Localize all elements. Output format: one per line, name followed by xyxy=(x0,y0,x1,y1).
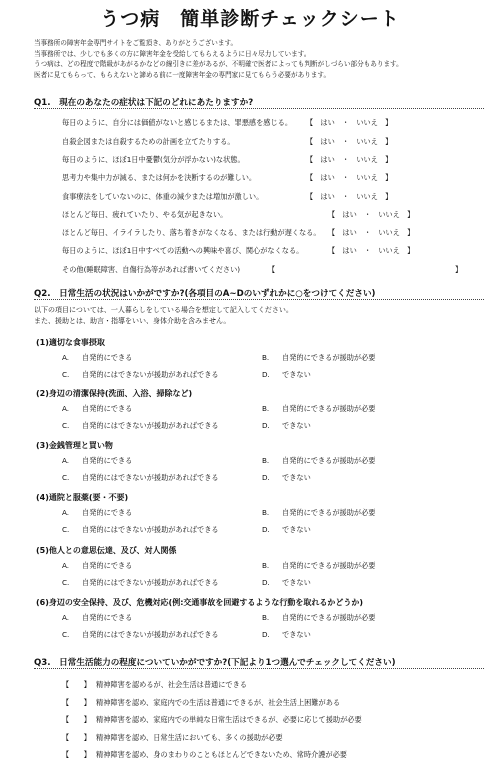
option-letter: C. xyxy=(62,473,70,482)
q3-option-label: 精神障害を認め、家庭内での単純な日常生活はできるが、必要に応じて援助が必要 xyxy=(96,715,362,724)
q2-option-c[interactable] xyxy=(62,421,219,431)
q3-checkbox[interactable]: 【 】 xyxy=(62,732,91,742)
option-letter: A. xyxy=(62,561,70,570)
q3-option[interactable] xyxy=(62,680,247,690)
option-label: 自発的にできるが援助が必要 xyxy=(282,613,376,622)
q3-checkbox[interactable]: 【 】 xyxy=(62,715,91,724)
q3-option[interactable] xyxy=(62,715,362,725)
option-label: 自発的にできる xyxy=(82,613,133,622)
option-label: 自発的にできるが援助が必要 xyxy=(282,404,376,413)
option-label: 自発的にできる xyxy=(82,353,133,362)
option-label: できない xyxy=(282,525,311,534)
option-letter: D. xyxy=(262,370,270,379)
q2-option-d[interactable] xyxy=(262,370,311,380)
q1-yes-no-choice[interactable]: 【 はい ・ いいえ 】 xyxy=(328,246,415,255)
q2-option-d[interactable] xyxy=(262,578,311,588)
option-label: 自発的にはできないが援助があればできる xyxy=(82,578,219,587)
q3-heading: Q3. 日常生活能力の程度についていかがですか?(下記より1つ選んでチェックしてください) xyxy=(34,658,396,668)
intro-line: 医者に見てもらって、もらえないと諦める前に一度障害年金の専門家に見てもらう必要があります。 xyxy=(34,70,331,79)
option-letter: C. xyxy=(62,370,70,379)
q3-option[interactable] xyxy=(62,698,340,708)
option-letter: C. xyxy=(62,525,70,534)
q2-option-d[interactable] xyxy=(262,630,311,640)
option-label: 自発的にはできないが援助があればできる xyxy=(82,525,219,534)
option-label: 自発的にできる xyxy=(82,404,133,413)
option-letter: A. xyxy=(62,613,70,622)
q2-option-a[interactable] xyxy=(62,456,132,466)
q2-option-d[interactable] xyxy=(262,473,311,483)
q3-checkbox[interactable]: 【 】 xyxy=(62,697,91,707)
q2-option-b[interactable] xyxy=(262,508,375,518)
q1-item-text: 毎日のように、ほぼ1日中憂鬱(気分が浮かない)な状態。 xyxy=(62,155,245,164)
q2-option-c[interactable] xyxy=(62,370,219,380)
q1-item-text: 毎日のように、ほぼ1日中すべての活動への興味や喜び、関心がなくなる。 xyxy=(62,246,304,255)
option-label: できない xyxy=(282,578,311,587)
option-letter: B. xyxy=(262,456,270,465)
q2-heading: Q2. 日常生活の状況はいかがですか?(各項目のA~Dのいずれかに○をつけてください) xyxy=(34,289,376,299)
option-letter: B. xyxy=(262,613,270,622)
q1-other-input[interactable] xyxy=(277,265,453,275)
q2-option-a[interactable] xyxy=(62,613,132,623)
intro-line: 当事務所の障害年金専門サイトをご覧頂き、ありがとうございます。 xyxy=(34,39,238,47)
q2-section-title: (3)金銭管理と買い物 xyxy=(36,441,113,450)
q3-checkbox[interactable]: 【 】 xyxy=(62,680,91,689)
q2-note: 以下の項目については、一人暮らしをしている場合を想定して記入してください。 xyxy=(34,306,293,314)
q1-yes-no-choice[interactable]: 【 はい ・ いいえ 】 xyxy=(328,228,415,237)
q2-option-a[interactable] xyxy=(62,508,132,518)
q2-section-title: (1)適切な食事摂取 xyxy=(36,338,105,347)
q1-yes-no-choice[interactable]: 【 はい ・ いいえ 】 xyxy=(306,137,393,146)
option-letter: D. xyxy=(262,578,270,587)
q1-divider xyxy=(34,108,484,109)
q3-option[interactable] xyxy=(62,750,347,760)
q2-option-b[interactable] xyxy=(262,353,375,363)
q3-option-label: 精神障害を認め、身のまわりのこともほとんどできないため、常時介護が必要 xyxy=(96,750,347,759)
option-letter: B. xyxy=(262,508,270,517)
q1-other-close-bracket: 】 xyxy=(455,265,463,274)
q3-option-label: 精神障害を認め、日常生活においても、多くの援助が必要 xyxy=(96,732,283,742)
option-label: 自発的にはできないが援助があればできる xyxy=(82,421,219,430)
q1-heading: Q1. 現在のあなたの症状は下記のどれにあたりますか? xyxy=(34,98,254,108)
q3-checkbox[interactable]: 【 】 xyxy=(62,750,91,759)
option-label: 自発的にできるが援助が必要 xyxy=(282,561,376,570)
q1-other-open-bracket: 【 xyxy=(268,265,276,274)
option-letter: C. xyxy=(62,630,70,639)
q1-yes-no-choice[interactable]: 【 はい ・ いいえ 】 xyxy=(328,210,415,219)
q2-option-d[interactable] xyxy=(262,525,311,535)
option-label: 自発的にできるが援助が必要 xyxy=(282,353,376,362)
option-label: 自発的にできる xyxy=(82,561,133,570)
q2-section-title: (5)他人との意思伝達、及び、対人関係 xyxy=(36,546,177,555)
option-label: 自発的にできるが援助が必要 xyxy=(282,456,376,465)
option-label: 自発的にできる xyxy=(82,456,133,465)
q2-option-b[interactable] xyxy=(262,613,375,623)
q3-divider xyxy=(34,668,484,669)
option-letter: A. xyxy=(62,353,70,362)
q1-yes-no-choice[interactable]: 【 はい ・ いいえ 】 xyxy=(306,173,393,182)
q1-other-label: その他(睡眠障害、自傷行為等があれば書いてください) xyxy=(62,265,241,274)
option-label: できない xyxy=(282,370,311,379)
intro-line: うつ病は、どの程度で階級があがるかなどの線引きに差があるが、不明確で医者によっても判断がしづらい部分もあります。 xyxy=(34,60,403,68)
q2-note: また、援助とは、助言・指導をいい、身体介助を含みません。 xyxy=(34,317,231,325)
option-label: 自発的にはできないが援助があればできる xyxy=(82,473,219,482)
q3-option[interactable] xyxy=(62,733,283,743)
option-letter: D. xyxy=(262,473,270,482)
q2-option-c[interactable] xyxy=(62,473,219,483)
option-label: 自発的にできるが援助が必要 xyxy=(282,508,376,517)
intro-text xyxy=(34,38,484,80)
q2-section-title: (2)身辺の清潔保持(洗面、入浴、掃除など) xyxy=(36,389,193,398)
option-letter: D. xyxy=(262,630,270,639)
option-label: 自発的にはできないが援助があればできる xyxy=(82,630,219,639)
page-title: うつ病 簡単診断チェックシート xyxy=(100,8,400,30)
option-letter: A. xyxy=(62,508,70,517)
option-letter: C. xyxy=(62,421,70,430)
option-label: 自発的にはできないが援助があればできる xyxy=(82,370,219,379)
q2-divider xyxy=(34,299,484,300)
q1-item-text: 自殺企図または自殺するための計画を立てたりする。 xyxy=(62,137,235,146)
q2-option-c[interactable] xyxy=(62,630,219,640)
q2-option-b[interactable] xyxy=(262,404,375,414)
q1-item-text: ほとんど毎日、イライラしたり、落ち着きがなくなる、または行動が遅くなる。 xyxy=(62,228,321,237)
option-label: できない xyxy=(282,630,311,639)
q2-option-a[interactable] xyxy=(62,561,132,571)
q1-item-text: 食事療法をしていないのに、体重の減少または増加が激しい。 xyxy=(62,192,264,201)
q2-option-b[interactable] xyxy=(262,561,375,571)
q2-option-b[interactable] xyxy=(262,456,375,466)
q1-yes-no-choice[interactable]: 【 はい ・ いいえ 】 xyxy=(306,192,393,201)
option-label: できない xyxy=(282,421,311,430)
option-letter: B. xyxy=(262,404,270,413)
q1-yes-no-choice[interactable]: 【 はい ・ いいえ 】 xyxy=(306,118,393,127)
option-letter: D. xyxy=(262,421,270,430)
q1-yes-no-choice[interactable]: 【 はい ・ いいえ 】 xyxy=(306,155,393,164)
intro-line: 当事務所では、少しでも多くの方に障害年金を受給してもらえるように日々尽力しています。 xyxy=(34,49,311,58)
q3-option-label: 精神障害を認めるが、社会生活は普通にできる xyxy=(96,680,247,689)
q3-option-label: 精神障害を認め、家庭内での生活は普通にできるが、社会生活上困難がある xyxy=(96,697,341,707)
q2-section-title: (6)身辺の安全保持、及び、危機対応(例:交通事故を回避するような行動を取れるかどうか) xyxy=(36,598,364,607)
option-label: できない xyxy=(282,473,311,482)
q2-option-a[interactable] xyxy=(62,353,132,363)
q1-item-text: 毎日のように、自分には価値がないと感じるまたは、罪悪感を感じる。 xyxy=(62,118,293,127)
option-letter: B. xyxy=(262,561,270,570)
q1-item-text: ほとんど毎日、疲れていたり、やる気が起きない。 xyxy=(62,210,228,219)
option-letter: C. xyxy=(62,578,70,587)
q2-option-c[interactable] xyxy=(62,578,219,588)
q2-section-title: (4)通院と服薬(要・不要) xyxy=(36,493,129,502)
q2-option-d[interactable] xyxy=(262,421,311,431)
option-letter: D. xyxy=(262,525,270,534)
q1-item-text: 思考力や集中力が減る、または何かを決断するのが難しい。 xyxy=(62,173,257,182)
q2-option-a[interactable] xyxy=(62,404,132,414)
option-letter: A. xyxy=(62,456,70,465)
q2-option-c[interactable] xyxy=(62,525,219,535)
option-letter: B. xyxy=(262,353,270,362)
option-letter: A. xyxy=(62,404,70,413)
option-label: 自発的にできる xyxy=(82,508,133,517)
